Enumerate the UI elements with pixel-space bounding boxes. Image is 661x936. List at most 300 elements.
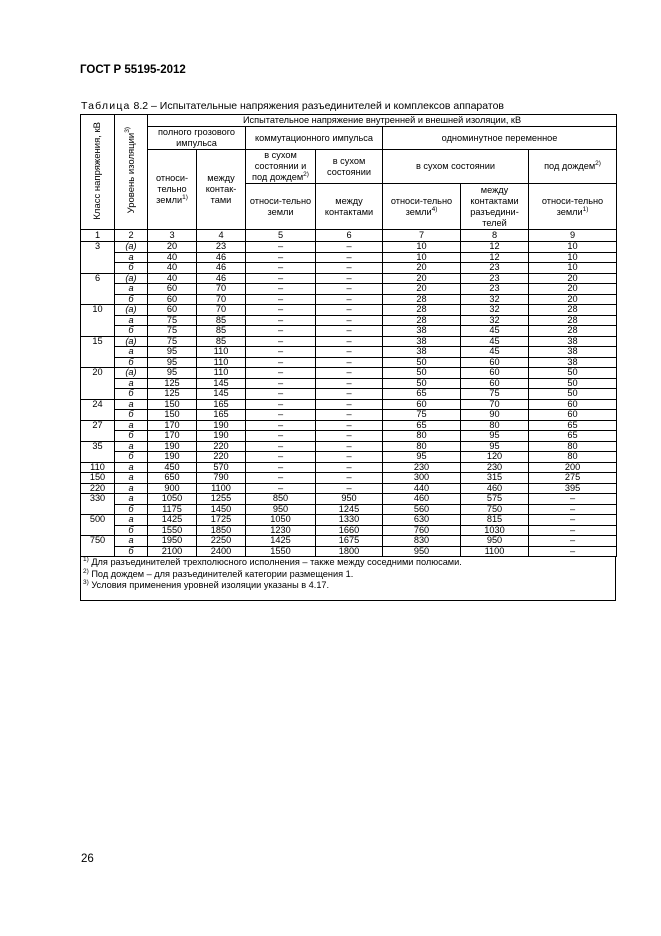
value-cell: – xyxy=(316,399,383,410)
voltage-class-cell xyxy=(81,357,115,368)
insulation-level-cell: а xyxy=(115,399,148,410)
value-cell: 60 xyxy=(529,410,617,421)
table-row xyxy=(81,399,617,410)
value-cell: – xyxy=(246,273,316,284)
value-cell: 120 xyxy=(461,452,529,463)
value-cell: 65 xyxy=(383,420,461,431)
value-cell: 90 xyxy=(461,410,529,421)
table-caption xyxy=(81,100,504,112)
value-cell: 40 xyxy=(148,252,197,263)
value-cell: 190 xyxy=(148,452,197,463)
value-cell: 40 xyxy=(148,263,197,274)
value-cell: 50 xyxy=(529,368,617,379)
value-cell: 50 xyxy=(529,389,617,400)
voltage-class-cell xyxy=(81,431,115,442)
column-number: 5 xyxy=(246,230,316,242)
header-switching-ground: относи-тельно земли xyxy=(246,184,316,230)
value-cell: 46 xyxy=(197,252,246,263)
value-cell: 60 xyxy=(148,294,197,305)
value-cell: 170 xyxy=(148,420,197,431)
value-cell: – xyxy=(316,473,383,484)
value-cell: 60 xyxy=(461,368,529,379)
column-number: 2 xyxy=(115,230,148,242)
value-cell: 110 xyxy=(197,347,246,358)
value-cell: 85 xyxy=(197,326,246,337)
header-one-minute-ac: одноминутное переменное xyxy=(383,127,617,150)
header-test-voltage: Испытательное напряжение внутренней и внешней изоляции, кВ xyxy=(148,115,617,127)
table-row xyxy=(81,326,617,337)
value-cell: 65 xyxy=(383,389,461,400)
value-cell: 1230 xyxy=(246,525,316,536)
caption-label: Таблица xyxy=(81,100,131,112)
insulation-level-cell: а xyxy=(115,378,148,389)
insulation-level-cell: а xyxy=(115,462,148,473)
table-row xyxy=(81,410,617,421)
voltage-class-cell: 150 xyxy=(81,473,115,484)
value-cell: 85 xyxy=(197,336,246,347)
footnote-mark: 2) xyxy=(83,567,89,575)
value-cell: – xyxy=(316,252,383,263)
value-cell: 2100 xyxy=(148,546,197,557)
header-dry-state: в сухом состоянии xyxy=(383,150,529,184)
value-cell: 630 xyxy=(383,515,461,526)
value-cell: 45 xyxy=(461,347,529,358)
table-body xyxy=(81,242,617,557)
voltage-class-cell: 500 xyxy=(81,515,115,526)
value-cell: 1850 xyxy=(197,525,246,536)
value-cell: 28 xyxy=(383,315,461,326)
column-number: 1 xyxy=(81,230,115,242)
value-cell: 60 xyxy=(383,399,461,410)
value-cell: 60 xyxy=(148,305,197,316)
value-cell: 460 xyxy=(383,494,461,505)
voltage-class-cell: 110 xyxy=(81,462,115,473)
header-switching-impulse: коммутационного импульса xyxy=(246,127,383,150)
insulation-level-cell: (а) xyxy=(115,368,148,379)
voltage-class-cell xyxy=(81,389,115,400)
value-cell: – xyxy=(246,462,316,473)
insulation-level-cell: а xyxy=(115,252,148,263)
insulation-level-cell: а xyxy=(115,494,148,505)
value-cell: 450 xyxy=(148,462,197,473)
value-cell: 10 xyxy=(383,242,461,253)
value-cell: 70 xyxy=(197,284,246,295)
value-cell: 38 xyxy=(529,336,617,347)
value-cell: 440 xyxy=(383,483,461,494)
insulation-level-cell: б xyxy=(115,357,148,368)
column-numbers-row xyxy=(81,230,617,242)
value-cell: 23 xyxy=(461,273,529,284)
voltage-class-cell: 220 xyxy=(81,483,115,494)
value-cell: 165 xyxy=(197,410,246,421)
voltage-class-cell xyxy=(81,315,115,326)
value-cell: 1675 xyxy=(316,536,383,547)
table-row xyxy=(81,389,617,400)
value-cell: 275 xyxy=(529,473,617,484)
voltage-class-cell: 6 xyxy=(81,273,115,284)
value-cell: 1100 xyxy=(461,546,529,557)
table-row xyxy=(81,504,617,515)
footnote-text: Условия применения уровней изоляции указаны в 4.17. xyxy=(88,580,330,590)
value-cell: 75 xyxy=(461,389,529,400)
value-cell: 950 xyxy=(461,536,529,547)
table-row xyxy=(81,431,617,442)
value-cell: 10 xyxy=(383,252,461,263)
value-cell: 760 xyxy=(383,525,461,536)
value-cell: – xyxy=(316,294,383,305)
table-row xyxy=(81,420,617,431)
value-cell: 230 xyxy=(383,462,461,473)
value-cell: 150 xyxy=(148,399,197,410)
value-cell: 950 xyxy=(383,546,461,557)
value-cell: 1950 xyxy=(148,536,197,547)
value-cell: 20 xyxy=(529,273,617,284)
table-row xyxy=(81,515,617,526)
value-cell: – xyxy=(246,357,316,368)
value-cell: – xyxy=(246,452,316,463)
value-cell: 95 xyxy=(383,452,461,463)
column-number: 4 xyxy=(197,230,246,242)
value-cell: 190 xyxy=(148,441,197,452)
value-cell: 50 xyxy=(383,378,461,389)
column-number: 8 xyxy=(461,230,529,242)
value-cell: – xyxy=(246,431,316,442)
value-cell: 10 xyxy=(529,263,617,274)
value-cell: 150 xyxy=(148,410,197,421)
value-cell: 50 xyxy=(383,357,461,368)
value-cell: 95 xyxy=(148,368,197,379)
value-cell: 80 xyxy=(383,431,461,442)
voltage-class-cell: 15 xyxy=(81,336,115,347)
value-cell: 2250 xyxy=(197,536,246,547)
voltage-class-cell: 330 xyxy=(81,494,115,505)
value-cell: 1660 xyxy=(316,525,383,536)
value-cell: 20 xyxy=(383,284,461,295)
value-cell: 790 xyxy=(197,473,246,484)
insulation-level-cell: б xyxy=(115,546,148,557)
value-cell: 220 xyxy=(197,452,246,463)
value-cell: – xyxy=(316,462,383,473)
value-cell: 23 xyxy=(197,242,246,253)
value-cell: 575 xyxy=(461,494,529,505)
header-dry-and-rain: в сухом состоянии и под дождем$^{2)}$ xyxy=(246,150,316,184)
value-cell: – xyxy=(316,483,383,494)
table-row xyxy=(81,378,617,389)
value-cell: 50 xyxy=(383,368,461,379)
table-row xyxy=(81,473,617,484)
value-cell: – xyxy=(316,420,383,431)
insulation-level-cell: (а) xyxy=(115,273,148,284)
value-cell: 1425 xyxy=(148,515,197,526)
value-cell: 38 xyxy=(529,357,617,368)
document-header: ГОСТ Р 55195-2012 xyxy=(80,64,186,76)
insulation-level-cell: б xyxy=(115,263,148,274)
voltage-class-cell xyxy=(81,326,115,337)
value-cell: 60 xyxy=(148,284,197,295)
insulation-level-cell: а xyxy=(115,473,148,484)
value-cell: – xyxy=(316,305,383,316)
value-cell: – xyxy=(529,525,617,536)
insulation-level-cell: б xyxy=(115,410,148,421)
value-cell: 23 xyxy=(461,284,529,295)
value-cell: – xyxy=(246,252,316,263)
value-cell: 395 xyxy=(529,483,617,494)
value-cell: 110 xyxy=(197,368,246,379)
table-row xyxy=(81,263,617,274)
voltage-class-cell: 24 xyxy=(81,399,115,410)
value-cell: 125 xyxy=(148,378,197,389)
table-row xyxy=(81,494,617,505)
value-cell: 300 xyxy=(383,473,461,484)
header-lightning-contacts: между контак-тами xyxy=(197,150,246,230)
value-cell: – xyxy=(246,294,316,305)
column-number: 9 xyxy=(529,230,617,242)
value-cell: 46 xyxy=(197,273,246,284)
value-cell: 1425 xyxy=(246,536,316,547)
header-rain-ground: относи-тельно земли$^{1)}$ xyxy=(529,184,617,230)
value-cell: – xyxy=(316,452,383,463)
value-cell: – xyxy=(316,284,383,295)
header-under-rain: под дождем$^{2)}$ xyxy=(529,150,617,184)
column-number: 6 xyxy=(316,230,383,242)
value-cell: – xyxy=(316,357,383,368)
value-cell: – xyxy=(316,273,383,284)
table-row xyxy=(81,546,617,557)
value-cell: – xyxy=(246,263,316,274)
table-row xyxy=(81,252,617,263)
value-cell: 220 xyxy=(197,441,246,452)
caption-text: – Испытательные напряжения разъединителей и комплексов аппаратов xyxy=(148,100,504,112)
header-lightning-impulse: полного грозового импульса xyxy=(148,127,246,150)
value-cell: 950 xyxy=(316,494,383,505)
insulation-level-cell: а xyxy=(115,536,148,547)
value-cell: 1550 xyxy=(148,525,197,536)
value-cell: 80 xyxy=(529,441,617,452)
value-cell: 32 xyxy=(461,294,529,305)
footnote-mark: 1) xyxy=(83,555,89,563)
insulation-level-cell: (а) xyxy=(115,305,148,316)
table-row xyxy=(81,305,617,316)
value-cell: 1030 xyxy=(461,525,529,536)
insulation-level-cell: б xyxy=(115,294,148,305)
value-cell: – xyxy=(529,504,617,515)
value-cell: – xyxy=(316,347,383,358)
value-cell: 10 xyxy=(529,252,617,263)
value-cell: 80 xyxy=(529,452,617,463)
value-cell: – xyxy=(246,242,316,253)
insulation-level-cell: а xyxy=(115,284,148,295)
voltage-class-cell xyxy=(81,284,115,295)
value-cell: 80 xyxy=(383,441,461,452)
value-cell: – xyxy=(316,242,383,253)
insulation-level-cell: б xyxy=(115,452,148,463)
value-cell: 65 xyxy=(529,420,617,431)
value-cell: 20 xyxy=(148,242,197,253)
value-cell: – xyxy=(529,536,617,547)
value-cell: 50 xyxy=(529,378,617,389)
voltage-class-cell: 3 xyxy=(81,242,115,253)
footnote xyxy=(83,580,615,592)
value-cell: 38 xyxy=(383,347,461,358)
value-cell: – xyxy=(246,410,316,421)
value-cell: 1450 xyxy=(197,504,246,515)
value-cell: – xyxy=(246,473,316,484)
table-row xyxy=(81,525,617,536)
value-cell: 125 xyxy=(148,389,197,400)
table-row xyxy=(81,315,617,326)
value-cell: – xyxy=(316,336,383,347)
voltage-class-cell xyxy=(81,410,115,421)
value-cell: 1255 xyxy=(197,494,246,505)
table-notes xyxy=(80,557,616,601)
value-cell: 65 xyxy=(529,431,617,442)
value-cell: – xyxy=(246,336,316,347)
value-cell: 75 xyxy=(383,410,461,421)
value-cell: – xyxy=(529,546,617,557)
table-row xyxy=(81,368,617,379)
value-cell: 75 xyxy=(148,326,197,337)
value-cell: 850 xyxy=(246,494,316,505)
value-cell: 28 xyxy=(529,326,617,337)
value-cell: 2400 xyxy=(197,546,246,557)
value-cell: – xyxy=(246,389,316,400)
value-cell: 45 xyxy=(461,336,529,347)
value-cell: 12 xyxy=(461,252,529,263)
caption-number: 8.2 xyxy=(133,100,149,112)
table-row xyxy=(81,284,617,295)
header-ac-ground: относи-тельно земли$^{4)}$ xyxy=(383,184,461,230)
value-cell: 20 xyxy=(383,263,461,274)
insulation-level-cell: (а) xyxy=(115,336,148,347)
insulation-level-cell: а xyxy=(115,315,148,326)
table-row xyxy=(81,294,617,305)
footnote-text: Для разъединителей трехполюсного исполнения – также между соседними полюсами. xyxy=(88,557,462,567)
value-cell: 200 xyxy=(529,462,617,473)
value-cell: 95 xyxy=(148,347,197,358)
value-cell: 1245 xyxy=(316,504,383,515)
header-voltage-class: Класс напряжения, кВ xyxy=(81,115,115,230)
voltage-class-cell: 20 xyxy=(81,368,115,379)
value-cell: 145 xyxy=(197,389,246,400)
value-cell: 38 xyxy=(383,336,461,347)
value-cell: 315 xyxy=(461,473,529,484)
value-cell: 28 xyxy=(529,305,617,316)
value-cell: 12 xyxy=(461,242,529,253)
test-voltage-table xyxy=(80,114,617,557)
value-cell: 20 xyxy=(529,294,617,305)
table-row xyxy=(81,536,617,547)
table-row xyxy=(81,462,617,473)
value-cell: 40 xyxy=(148,273,197,284)
value-cell: 46 xyxy=(197,263,246,274)
voltage-class-cell xyxy=(81,347,115,358)
value-cell: 170 xyxy=(148,431,197,442)
value-cell: 28 xyxy=(383,305,461,316)
value-cell: 95 xyxy=(461,431,529,442)
voltage-class-cell: 750 xyxy=(81,536,115,547)
voltage-class-cell: 27 xyxy=(81,420,115,431)
footnote xyxy=(83,557,615,569)
footnote-mark: 3) xyxy=(83,578,89,586)
value-cell: – xyxy=(246,420,316,431)
value-cell: 60 xyxy=(461,357,529,368)
value-cell: 1725 xyxy=(197,515,246,526)
value-cell: 830 xyxy=(383,536,461,547)
value-cell: 1330 xyxy=(316,515,383,526)
page-number: 26 xyxy=(81,853,94,865)
value-cell: 70 xyxy=(197,294,246,305)
value-cell: – xyxy=(316,378,383,389)
value-cell: 145 xyxy=(197,378,246,389)
voltage-class-cell xyxy=(81,546,115,557)
insulation-level-cell: б xyxy=(115,431,148,442)
value-cell: 750 xyxy=(461,504,529,515)
header-switching-contacts: между контактами xyxy=(316,184,383,230)
column-number: 3 xyxy=(148,230,197,242)
footnote-text: Под дождем – для разъединителей категории размещения 1. xyxy=(88,568,354,579)
value-cell: 20 xyxy=(529,284,617,295)
insulation-level-cell: б xyxy=(115,389,148,400)
value-cell: – xyxy=(246,378,316,389)
voltage-class-cell xyxy=(81,452,115,463)
voltage-class-cell xyxy=(81,294,115,305)
voltage-class-cell: 10 xyxy=(81,305,115,316)
voltage-class-cell: 35 xyxy=(81,441,115,452)
value-cell: 560 xyxy=(383,504,461,515)
insulation-level-cell: (а) xyxy=(115,242,148,253)
value-cell: – xyxy=(246,399,316,410)
voltage-class-cell xyxy=(81,378,115,389)
value-cell: 190 xyxy=(197,420,246,431)
value-cell: 45 xyxy=(461,326,529,337)
value-cell: – xyxy=(316,368,383,379)
value-cell: 1550 xyxy=(246,546,316,557)
header-dry-switching: в сухом состоянии xyxy=(316,150,383,184)
header-lightning-ground: относи-тельно земли$^{1)}$ xyxy=(148,150,197,230)
value-cell: – xyxy=(316,441,383,452)
value-cell: 80 xyxy=(461,420,529,431)
value-cell: 230 xyxy=(461,462,529,473)
value-cell: 165 xyxy=(197,399,246,410)
value-cell: 60 xyxy=(529,399,617,410)
value-cell: 460 xyxy=(461,483,529,494)
value-cell: 38 xyxy=(383,326,461,337)
column-number: 7 xyxy=(383,230,461,242)
insulation-level-cell: б xyxy=(115,504,148,515)
value-cell: – xyxy=(246,483,316,494)
header-insulation-level: Уровень изоляции$^{3)}$ xyxy=(115,115,148,230)
value-cell: 815 xyxy=(461,515,529,526)
table-row xyxy=(81,347,617,358)
table-row xyxy=(81,336,617,347)
value-cell: 75 xyxy=(148,336,197,347)
insulation-level-cell: а xyxy=(115,483,148,494)
voltage-class-cell xyxy=(81,504,115,515)
value-cell: 95 xyxy=(148,357,197,368)
insulation-level-cell: а xyxy=(115,420,148,431)
table-row xyxy=(81,452,617,463)
value-cell: – xyxy=(316,326,383,337)
value-cell: – xyxy=(246,326,316,337)
value-cell: – xyxy=(246,347,316,358)
value-cell: – xyxy=(316,431,383,442)
voltage-class-cell xyxy=(81,263,115,274)
value-cell: 75 xyxy=(148,315,197,326)
value-cell: 1100 xyxy=(197,483,246,494)
value-cell: 60 xyxy=(461,378,529,389)
value-cell: 190 xyxy=(197,431,246,442)
value-cell: 85 xyxy=(197,315,246,326)
